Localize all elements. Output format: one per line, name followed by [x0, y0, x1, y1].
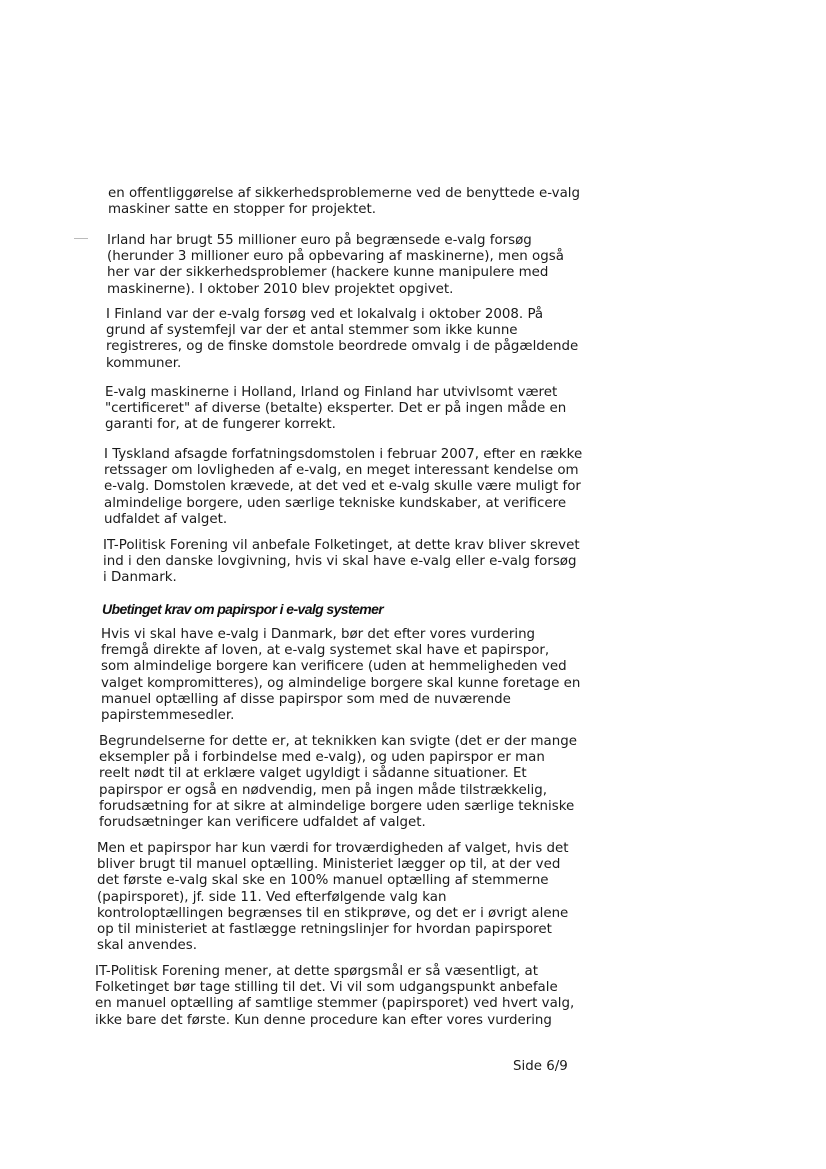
paragraph-recommendation: IT-Politisk Forening vil anbefale Folketinget, at dette krav bliver skrevet ind i den danske lovgivning, hvis vi skal have e-valg eller e-valg forsøg i Danmark.: [103, 538, 580, 586]
paragraph-paper-trail: Hvis vi skal have e-valg i Danmark, bør det efter vores vurdering fremgå direkte af loven, at e-valg systemet skal have et papirspor, som almindelige borgere kan verificere (uden at hemmeligheden ved valget kompromitteres), og almindelige borgere skal kunne foretage en manuel optælling af disse papirspor som med de nuværende papirstemmesedler.: [101, 627, 581, 724]
paragraph-opinion: IT-Politisk Forening mener, at dette spørgsmål er så væsentligt, at Folketinget bør tage stilling til det. Vi vil som udgangspunkt anbefale en manuel optælling af samtlige stemmer (papirsporet) ved hvert valg, ikke bare det første. Kun denne procedure kan efter vores vurdering: [95, 964, 575, 1028]
paragraph-germany: I Tyskland afsagde forfatningsdomstolen i februar 2007, efter en række retssager om lovligheden af e-valg, en meget interessant kendelse om e-valg. Domstolen krævede, at det ved et e-valg skulle være muligt for almindelige borgere, uden særlige tekniske kundskaber, at verificere udfaldet af valget.: [104, 447, 583, 527]
paragraph-ireland: Irland har brugt 55 millioner euro på begrænsede e-valg forsøg (herunder 3 millioner euro på opbevaring af maskinerne), men også her var der sikkerhedsproblemer (hackere kunne manipulere med maskinerne). I oktober 2010 blev projektet opgivet.: [107, 233, 564, 297]
page-number: Side 6/9: [513, 1059, 568, 1074]
paragraph-reasons: Begrundelserne for dette er, at teknikken kan svigte (det er der mange eksempler på i forbindelse med e-valg), og uden papirspor er man reelt nødt til at erklære valget ugyldigt i sådanne situationer. Et papirspor er også en nødvendig, men på ingen måde tilstrækkelig, forudsætning for at sikre at almindelige borgere uden særlige tekniske forudsætninger kan verificere udfaldet af valget.: [99, 734, 577, 831]
paragraph-value: Men et papirspor har kun værdi for troværdigheden af valget, hvis det bliver brugt til manuel optælling. Ministeriet lægger op til, at der ved det første e-valg skal ske en 100% manuel optælling af stemmerne (papirsporet), jf. side 11. Ved efterfølgende valg kan kontroloptællingen begrænses til en stikprøve, og det er i øvrigt alene op til ministeriet at fastlægge retningslinjer for hvordan papirsporet skal anvendes.: [97, 841, 569, 954]
paragraph-netherlands-end: en offentliggørelse af sikkerhedsproblemerne ved de benyttede e-valg maskiner satte en stopper for projektet.: [108, 186, 581, 218]
paragraph-finland: I Finland var der e-valg forsøg ved et lokalvalg i oktober 2008. På grund af systemfejl var der et antal stemmer som ikke kunne registreres, og de finske domstole beordrede omvalg i de pågældende kommuner.: [106, 307, 579, 371]
section-heading: Ubetinget krav om papirspor i e-valg systemer: [102, 601, 384, 617]
paragraph-certification: E-valg maskinerne i Holland, Irland og Finland har utvivlsomt været "certificeret" af diverse (betalte) eksperter. Det er på ingen måde en garanti for, at de fungerer korrekt.: [105, 385, 567, 433]
scan-artifact: [74, 238, 88, 239]
